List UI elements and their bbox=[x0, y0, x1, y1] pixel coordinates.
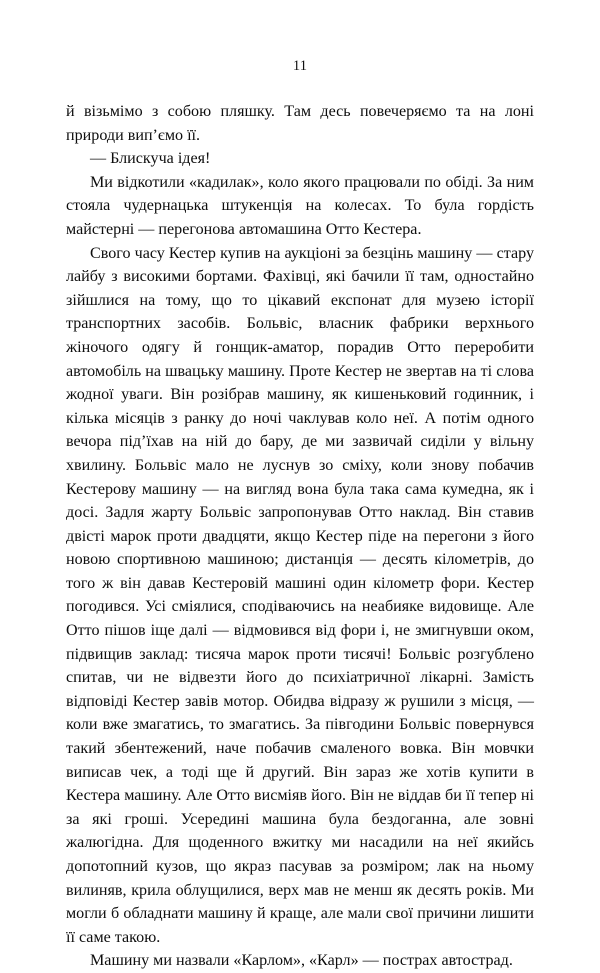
paragraph: Машину ми назвали «Карлом», «Карл» — пострах автострад. bbox=[90, 952, 513, 970]
paragraph: й візьмімо з собою пляшку. Там десь повечеряємо та на лоні природи вип’ємо її. bbox=[66, 103, 534, 144]
paragraph: — Блискуча ідея! bbox=[90, 150, 211, 168]
page-body bbox=[66, 100, 534, 973]
page-number: 11 bbox=[292, 58, 308, 74]
paragraph: Ми відкотили «кадилак», коло якого працювали по обіді. За ним стояла чудернацька штукенція на колесах. То була гордість майстерні — перегонова автомашина Отто Кестера. bbox=[66, 173, 534, 238]
paragraph: Свого часу Кестер купив на аукціоні за безцінь машину — стару лайбу з високими бортами. Фахівці, які бачили її там, одностайно зійшлися на тому, що то цікавий експонат для музею історії транспортних засобів. Больвіс, власник фабрики верхнього жіночого одягу й гонщик-аматор, порадив Отто переробити автомобіль на швацьку машину. Проте Кестер не звертав на ті слова жодної уваги. Він розібрав машину, як кишеньковий годинник, і кілька місяців з ранку до ночі чаклував коло неї. А потім одного вечора під’їхав на ній до бару, де ми зазвичай сиділи у вільну хвилину. Больвіс мало не луснув зо сміху, коли знову побачив Кестерову машину — на вигляд вона була така сама кумедна, як і досі. Задля жарту Больвіс запропонував Отто наклад. Він ставив двісті марок проти двадцяти, якщо Кестер піде на перегони з його новою спортивною машиною; дистанція — десять кілометрів, до того ж він давав Кестеровій машині один кілометр фори. Кестер погодився. Усі сміялися, сподіваючись на неабияке видовище. Але Отто пішов іще далі — відмовився від фори і, не змигнувши оком, підвищив заклад: тисяча марок проти тисячі! Больвіс розгублено спитав, чи не відвезти його до психіатричної лікарні. Замість відповіді Кестер завів мотор. Обидва відразу ж рушили з місця, — коли вже змагатись, то змагатись. За півгодини Больвіс повернувся такий збентежений, наче побачив смаленого вовка. Він мовчки виписав чек, а тоді ще й другий. Він зараз же хотів купити в Кестера машину. Але Отто висміяв його. Він не віддав би її тепер ні за які гроші. Усередині машина була бездоганна, але зовні жалюгідна. Для щоденного вжитку ми насадили на неї якийсь допотопний кузов, що якраз пасував за розміром; лак на ньому вилиняв, крила облущилися, верх мав не менш як десять років. Ми могли б обладнати машину й краще, але мали свої причини лишити її саме такою. bbox=[66, 244, 534, 946]
